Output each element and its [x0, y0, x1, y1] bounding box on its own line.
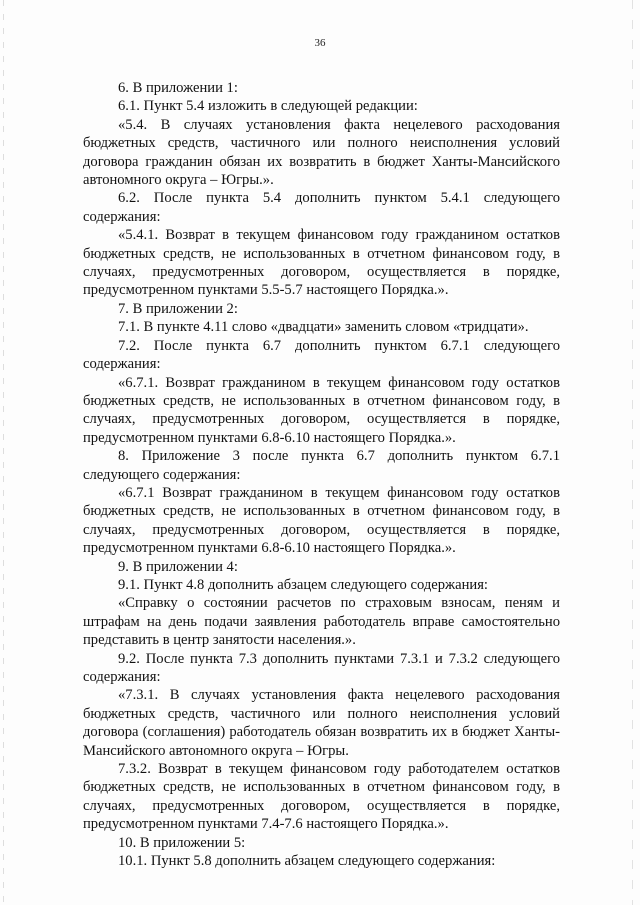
paragraph-8: 8. Приложение 3 после пункта 6.7 дополнить пунктом 6.7.1 следующего содержания: — [83, 448, 560, 483]
paragraph-6-7-1-text-b: «6.7.1 Возврат гражданином в текущем финансовом году остатков бюджетных средств, не использованных в отчетном финансовом году, в случаях, предусмотренных договором, осуществляется в порядке, предусмотренном пунктами 6.8-6.10 настоящего Порядка.». — [83, 484, 560, 557]
paragraph-10: 10. В приложении 5: — [118, 834, 246, 851]
paragraph-9: 9. В приложении 4: — [118, 558, 238, 575]
paragraph-6-1: 6.1. Пункт 5.4 изложить в следующей редакции: — [118, 98, 418, 115]
paragraph-7-1: 7.1. В пункте 4.11 слово «двадцати» заменить словом «тридцати». — [118, 319, 529, 336]
page-number: 36 — [314, 37, 326, 49]
paragraph-7: 7. В приложении 2: — [118, 300, 238, 317]
paragraph-5-4-text: «5.4. В случаях установления факта нецелевого расходования бюджетных средств, частичного или полного неисполнения условий договора гражданин обязан их возвратить в бюджет Ханты-Мансийского автономного округа – Югры.». — [83, 116, 560, 189]
document-body — [83, 79, 560, 870]
paragraph-5-4-1-text: «5.4.1. Возврат в текущем финансовом году гражданином остатков бюджетных средств, не использованных в отчетном финансовом году, в случаях, предусмотренных договором, осуществляется в порядке, предусмотренном пунктами 5.5-5.7 настоящего Порядка.». — [83, 227, 560, 299]
paragraph-certificate-text: «Справку о состоянии расчетов по страховым взносам, пеням и штрафам на день подачи заявления работодатель вправе самостоятельно представить в центр занятости населения.». — [83, 595, 560, 649]
paragraph-9-1: 9.1. Пункт 4.8 дополнить абзацем следующего содержания: — [118, 576, 488, 593]
paragraph-6-2: 6.2. После пункта 5.4 дополнить пунктом 5.4.1 следующего содержания: — [83, 190, 560, 225]
paragraph-7-3-1-text: «7.3.1. В случаях установления факта нецелевого расходования бюджетных средств, частичного или полного неисполнения условий договора (соглашения) работодатель обязан возвратить их в бюджет Ханты-Мансийского автономного округа – Югры. — [83, 687, 560, 759]
paragraph-10-1: 10.1. Пункт 5.8 дополнить абзацем следующего содержания: — [118, 853, 496, 870]
paragraph-6-7-1-text-a: «6.7.1. Возврат гражданином в текущем финансовом году остатков бюджетных средств, не использованных в отчетном финансовом году, в случаях, предусмотренных договором, осуществляется в порядке, предусмотренном пунктами 6.8-6.10 настоящего Порядка.». — [83, 374, 560, 446]
scan-edge-right — [632, 0, 633, 905]
paragraph-6: 6. В приложении 1: — [118, 80, 238, 96]
scan-edge-left — [3, 0, 4, 905]
paragraph-9-2: 9.2. После пункта 7.3 дополнить пунктами 7.3.1 и 7.3.2 следующего содержания: — [83, 650, 560, 685]
paragraph-7-2: 7.2. После пункта 6.7 дополнить пунктом 6.7.1 следующего содержания: — [83, 337, 560, 373]
paragraph-7-3-2-text: 7.3.2. Возврат в текущем финансовом году работодателем остатков бюджетных средств, не использованных в отчетном финансовом году, в случаях, предусмотренных договором, осуществляется в порядке, предусмотренном пунктами 7.4-7.6 настоящего Порядка.». — [83, 761, 560, 833]
